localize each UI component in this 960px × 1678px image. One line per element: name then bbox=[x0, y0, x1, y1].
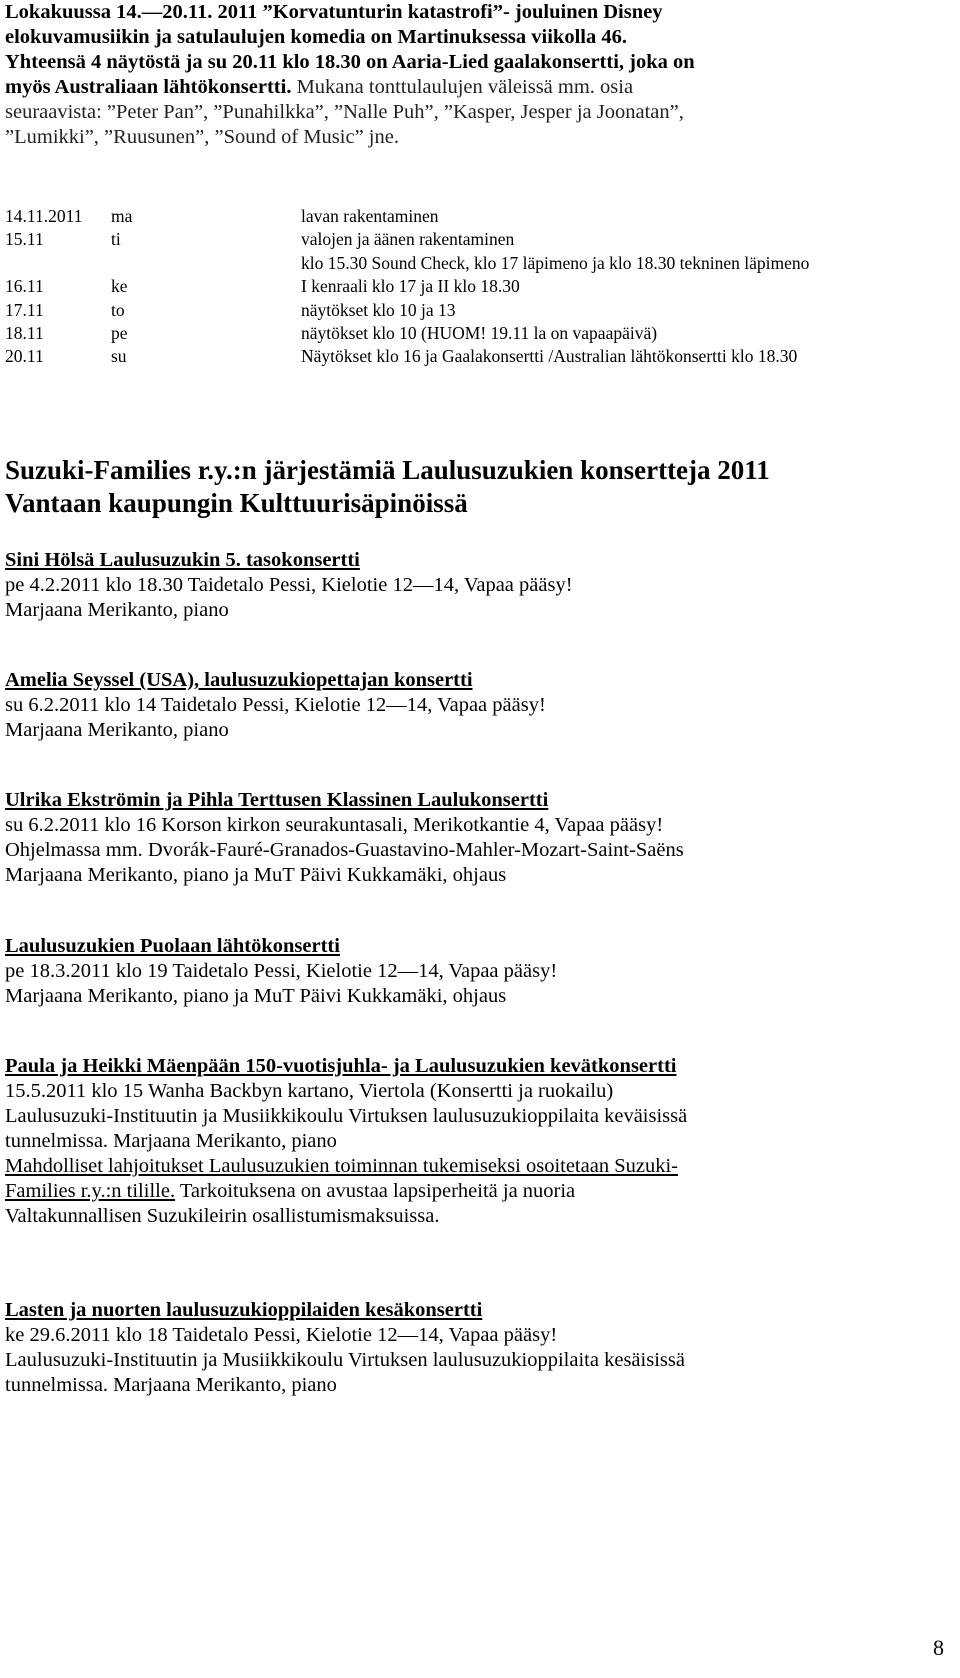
schedule-row bbox=[5, 252, 935, 275]
schedule-row bbox=[5, 275, 935, 298]
event-line: Laulusuzuki-Instituutin ja Musiikkikoulu Virtuksen laulusuzukioppilaita keväisissä bbox=[5, 1105, 688, 1127]
schedule-day: ma bbox=[111, 206, 133, 226]
event-title: Laulusuzukien Puolaan lähtökonsertti bbox=[5, 935, 340, 957]
event-line: tunnelmissa. Marjaana Merikanto, piano bbox=[5, 1130, 337, 1152]
event-line: tunnelmissa. Marjaana Merikanto, piano bbox=[5, 1374, 337, 1396]
heading-line: Suzuki-Families r.y.:n järjestämiä Laulusuzukien konsertteja 2011 bbox=[5, 455, 770, 485]
schedule-day: su bbox=[111, 346, 127, 367]
schedule-text: näytökset klo 10 ja 13 bbox=[301, 299, 456, 320]
event-line: Marjaana Merikanto, piano ja MuT Päivi Kukkamäki, ohjaus bbox=[5, 985, 507, 1007]
event-title: Paula ja Heikki Mäenpään 150-vuotisjuhla- ja Laulusuzukien kevätkonsertti bbox=[5, 1055, 677, 1077]
event-title: Lasten ja nuorten laulusuzukioppilaiden kesäkonsertti bbox=[5, 1299, 483, 1321]
schedule-row bbox=[5, 345, 935, 368]
schedule-day: ke bbox=[111, 276, 128, 297]
intro-line: elokuvamusiikin ja satulaulujen komedia on Martinuksessa viikolla 46. bbox=[5, 26, 627, 48]
schedule-text: näytökset klo 10 (HUOM! 19.11 la on vapaapäivä) bbox=[301, 322, 658, 343]
event-block bbox=[5, 548, 950, 623]
schedule-text: lavan rakentaminen bbox=[301, 206, 439, 226]
schedule-row bbox=[5, 205, 935, 228]
event-title: Ulrika Ekströmin ja Pihla Terttusen Klassinen Laulukonsertti bbox=[5, 789, 549, 811]
event-line: Marjaana Merikanto, piano bbox=[5, 719, 229, 741]
schedule-date: 20.11 bbox=[5, 346, 44, 367]
event-title: Amelia Seyssel (USA), laulusuzukiopettajan konsertti bbox=[5, 669, 473, 691]
section-heading bbox=[5, 454, 950, 520]
schedule-date: 15.11 bbox=[5, 229, 44, 250]
schedule-date: 18.11 bbox=[5, 322, 44, 343]
schedule-date: 14.11.2011 bbox=[5, 206, 83, 226]
event-block bbox=[5, 1298, 950, 1398]
intro-line: seuraavista: ”Peter Pan”, ”Punahilkka”, ”Nalle Puh”, ”Kasper, Jesper ja Joonatan”, bbox=[5, 101, 684, 123]
event-line: Marjaana Merikanto, piano bbox=[5, 599, 229, 621]
event-line: su 6.2.2011 klo 14 Taidetalo Pessi, Kielotie 12—14, Vapaa pääsy! bbox=[5, 694, 546, 716]
schedule-date: 16.11 bbox=[5, 276, 44, 297]
donation-text: Families r.y.:n tilille. bbox=[5, 1180, 176, 1202]
schedule-table bbox=[5, 205, 935, 369]
intro-bold-text: myös Australiaan lähtökonsertti. bbox=[5, 76, 292, 98]
schedule-text: klo 15.30 Sound Check, klo 17 läpimeno ja klo 18.30 tekninen läpimeno bbox=[301, 252, 810, 273]
schedule-row bbox=[5, 228, 935, 251]
intro-line: Yhteensä 4 näytöstä ja su 20.11 klo 18.30 on Aaria-Lied gaalakonsertti, joka on bbox=[5, 51, 695, 73]
intro-line bbox=[5, 75, 950, 100]
schedule-text: I kenraali klo 17 ja II klo 18.30 bbox=[301, 276, 520, 297]
heading-line: Vantaan kaupungin Kulttuurisäpinöissä bbox=[5, 488, 468, 518]
event-line: pe 4.2.2011 klo 18.30 Taidetalo Pessi, Kielotie 12—14, Vapaa pääsy! bbox=[5, 574, 573, 596]
intro-line: ”Lumikki”, ”Ruusunen”, ”Sound of Music” jne. bbox=[5, 126, 399, 148]
intro-paragraph bbox=[5, 0, 950, 150]
donation-text: Mahdolliset lahjoitukset Laulusuzukien toiminnan tukemiseksi osoitetaan Suzuki- bbox=[5, 1155, 678, 1177]
event-line: Valtakunnallisen Suzukileirin osallistumismaksuissa. bbox=[5, 1205, 440, 1227]
intro-line: Lokakuussa 14.—20.11. 2011 ”Korvatunturin katastrofi”- jouluinen Disney bbox=[5, 1, 663, 23]
event-line: Laulusuzuki-Instituutin ja Musiikkikoulu Virtuksen laulusuzukioppilaita kesäisissä bbox=[5, 1349, 685, 1371]
event-text: Tarkoituksena on avustaa lapsiperheitä ja nuoria bbox=[175, 1180, 576, 1202]
event-block bbox=[5, 668, 950, 743]
event-title: Sini Hölsä Laulusuzukin 5. tasokonsertti bbox=[5, 549, 360, 571]
intro-text: Mukana tonttulaulujen väleissä mm. osia bbox=[291, 76, 634, 98]
event-block bbox=[5, 788, 950, 888]
schedule-text: valojen ja äänen rakentaminen bbox=[301, 229, 515, 250]
event-block bbox=[5, 934, 950, 1009]
schedule-text: Näytökset klo 16 ja Gaalakonsertti /Australian lähtökonsertti klo 18.30 bbox=[301, 346, 798, 367]
schedule-day: pe bbox=[111, 322, 128, 343]
event-line bbox=[5, 1179, 950, 1204]
schedule-row bbox=[5, 299, 935, 322]
event-line: pe 18.3.2011 klo 19 Taidetalo Pessi, Kielotie 12—14, Vapaa pääsy! bbox=[5, 960, 558, 982]
schedule-day: ti bbox=[111, 229, 121, 250]
event-line: Marjaana Merikanto, piano ja MuT Päivi Kukkamäki, ohjaus bbox=[5, 864, 507, 886]
page-number: 8 bbox=[933, 1635, 944, 1660]
schedule-date: 17.11 bbox=[5, 299, 44, 320]
event-line: Ohjelmassa mm. Dvorák-Fauré-Granados-Guastavino-Mahler-Mozart-Saint-Saëns bbox=[5, 839, 684, 861]
event-line: ke 29.6.2011 klo 18 Taidetalo Pessi, Kielotie 12—14, Vapaa pääsy! bbox=[5, 1324, 558, 1346]
event-line: 15.5.2011 klo 15 Wanha Backbyn kartano, Viertola (Konsertti ja ruokailu) bbox=[5, 1080, 614, 1102]
schedule-day: to bbox=[111, 299, 125, 320]
schedule-row bbox=[5, 322, 935, 345]
event-line: su 6.2.2011 klo 16 Korson kirkon seurakuntasali, Merikotkantie 4, Vapaa pääsy! bbox=[5, 814, 664, 836]
event-block bbox=[5, 1054, 950, 1229]
